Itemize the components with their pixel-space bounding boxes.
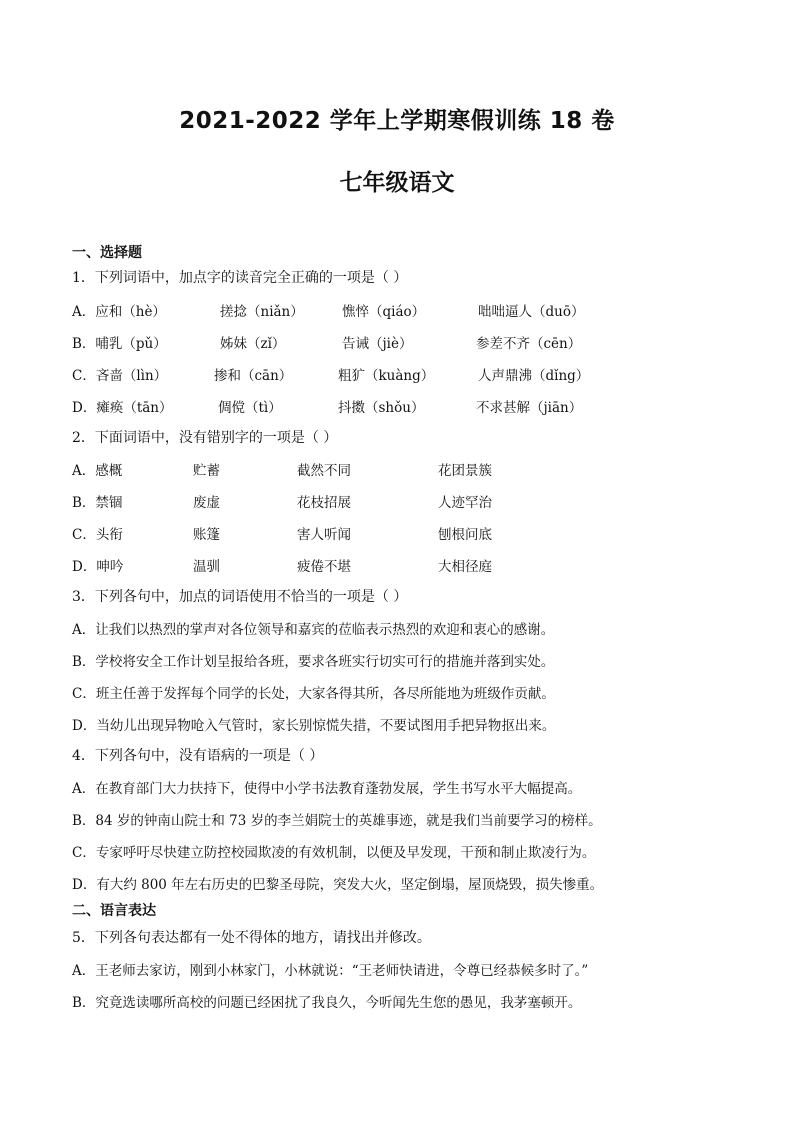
option-cell: 咄咄逼人（duō） — [478, 304, 585, 320]
option-b: B．学校将安全工作计划呈报给各班，要求各班实行切实可行的措施并落到实处。 — [72, 654, 555, 670]
question-stem: 5．下列各句表达都有一处不得体的地方，请找出并修改。 — [72, 930, 431, 946]
option-cell: 贮蓄 — [193, 463, 220, 479]
option-c: C．头衔 — [72, 527, 123, 543]
section-heading: 二、语言表达 — [72, 903, 156, 919]
option-d: D．呻吟 — [72, 559, 124, 575]
option-a: A．王老师去家访，刚到小林家门，小林就说：“王老师快请进，令尊已经恭候多时了。” — [72, 963, 589, 979]
option-cell: 憔悴（qiáo） — [342, 304, 426, 320]
option-cell: 人声鼎沸（dǐng） — [478, 368, 590, 384]
option-cell: 大相径庭 — [438, 559, 492, 575]
option-c: C．吝啬（lìn） — [72, 368, 168, 384]
option-d: D．有大约 800 年左右历史的巴黎圣母院，突发大火，坚定倒塌，屋顶烧毁，损失惨重。 — [72, 877, 604, 893]
question-stem: 4．下列各句中，没有语病的一项是（ ） — [72, 748, 324, 764]
option-cell: 不求甚解（jiān） — [476, 400, 583, 416]
option-a: A．感概 — [72, 463, 123, 479]
option-b: B．究竟选读哪所高校的问题已经困扰了我良久，今听闻先生您的愚见，我茅塞顿开。 — [72, 995, 582, 1011]
option-cell: 温驯 — [193, 559, 220, 575]
option-cell: 花团景簇 — [438, 463, 492, 479]
option-cell: 账篷 — [193, 527, 220, 543]
option-cell: 花枝招展 — [297, 495, 351, 511]
option-d: D．当幼儿出现异物呛入气管时，家长别惊慌失措，不要试图用手把异物抠出来。 — [72, 718, 556, 734]
option-cell: 参差不齐（cēn） — [476, 336, 582, 352]
option-cell: 截然不同 — [297, 463, 351, 479]
option-cell: 掺和（cān） — [214, 368, 293, 384]
option-cell: 废虚 — [193, 495, 220, 511]
option-d: D．瘫痪（tān） — [72, 400, 173, 416]
option-a: A．在教育部门大力扶持下，使得中小学书法教育蓬勃发展，学生书写水平大幅提高。 — [72, 781, 582, 797]
question-stem: 2．下面词语中，没有错别字的一项是（ ） — [72, 430, 338, 446]
option-cell: 姊妹（zǐ） — [220, 336, 286, 352]
exam-subtitle: 七年级语文 — [339, 170, 455, 196]
option-b: B．哺乳（pǔ） — [72, 336, 167, 352]
option-cell: 抖擞（shǒu） — [338, 400, 425, 416]
option-c: C．班主任善于发挥每个同学的长处，大家各得其所，各尽所能地为班级作贡献。 — [72, 686, 555, 702]
question-stem: 3．下列各句中，加点的词语使用不恰当的一项是（ ） — [72, 589, 408, 605]
option-cell: 搓捻（niǎn） — [220, 304, 304, 320]
option-cell: 告诫（jiè） — [342, 336, 413, 352]
exam-title: 2021-2022 学年上学期寒假训练 18 卷 — [179, 108, 615, 134]
option-a: A．让我们以热烈的掌声对各位领导和嘉宾的莅临表示热烈的欢迎和衷心的感谢。 — [72, 622, 555, 638]
question-stem: 1．下列词语中，加点字的读音完全正确的一项是（ ） — [72, 270, 408, 286]
option-b: B．84 岁的钟南山院士和 73 岁的李兰娟院士的英雄事迹，就是我们当前要学习的榜样。 — [72, 813, 602, 829]
option-b: B．禁锢 — [72, 495, 123, 511]
option-cell: 疲倦不堪 — [297, 559, 351, 575]
option-c: C．专家呼吁尽快建立防控校园欺凌的有效机制，以便及早发现，干预和制止欺凌行为。 — [72, 845, 596, 861]
section-heading: 一、选择题 — [72, 245, 142, 261]
option-cell: 粗犷（kuàng） — [338, 368, 435, 384]
option-cell: 倜傥（tì） — [218, 400, 282, 416]
option-cell: 害人听闻 — [297, 527, 351, 543]
option-a: A．应和（hè） — [72, 304, 166, 320]
option-cell: 人迹罕治 — [438, 495, 492, 511]
option-cell: 刨根问底 — [438, 527, 492, 543]
